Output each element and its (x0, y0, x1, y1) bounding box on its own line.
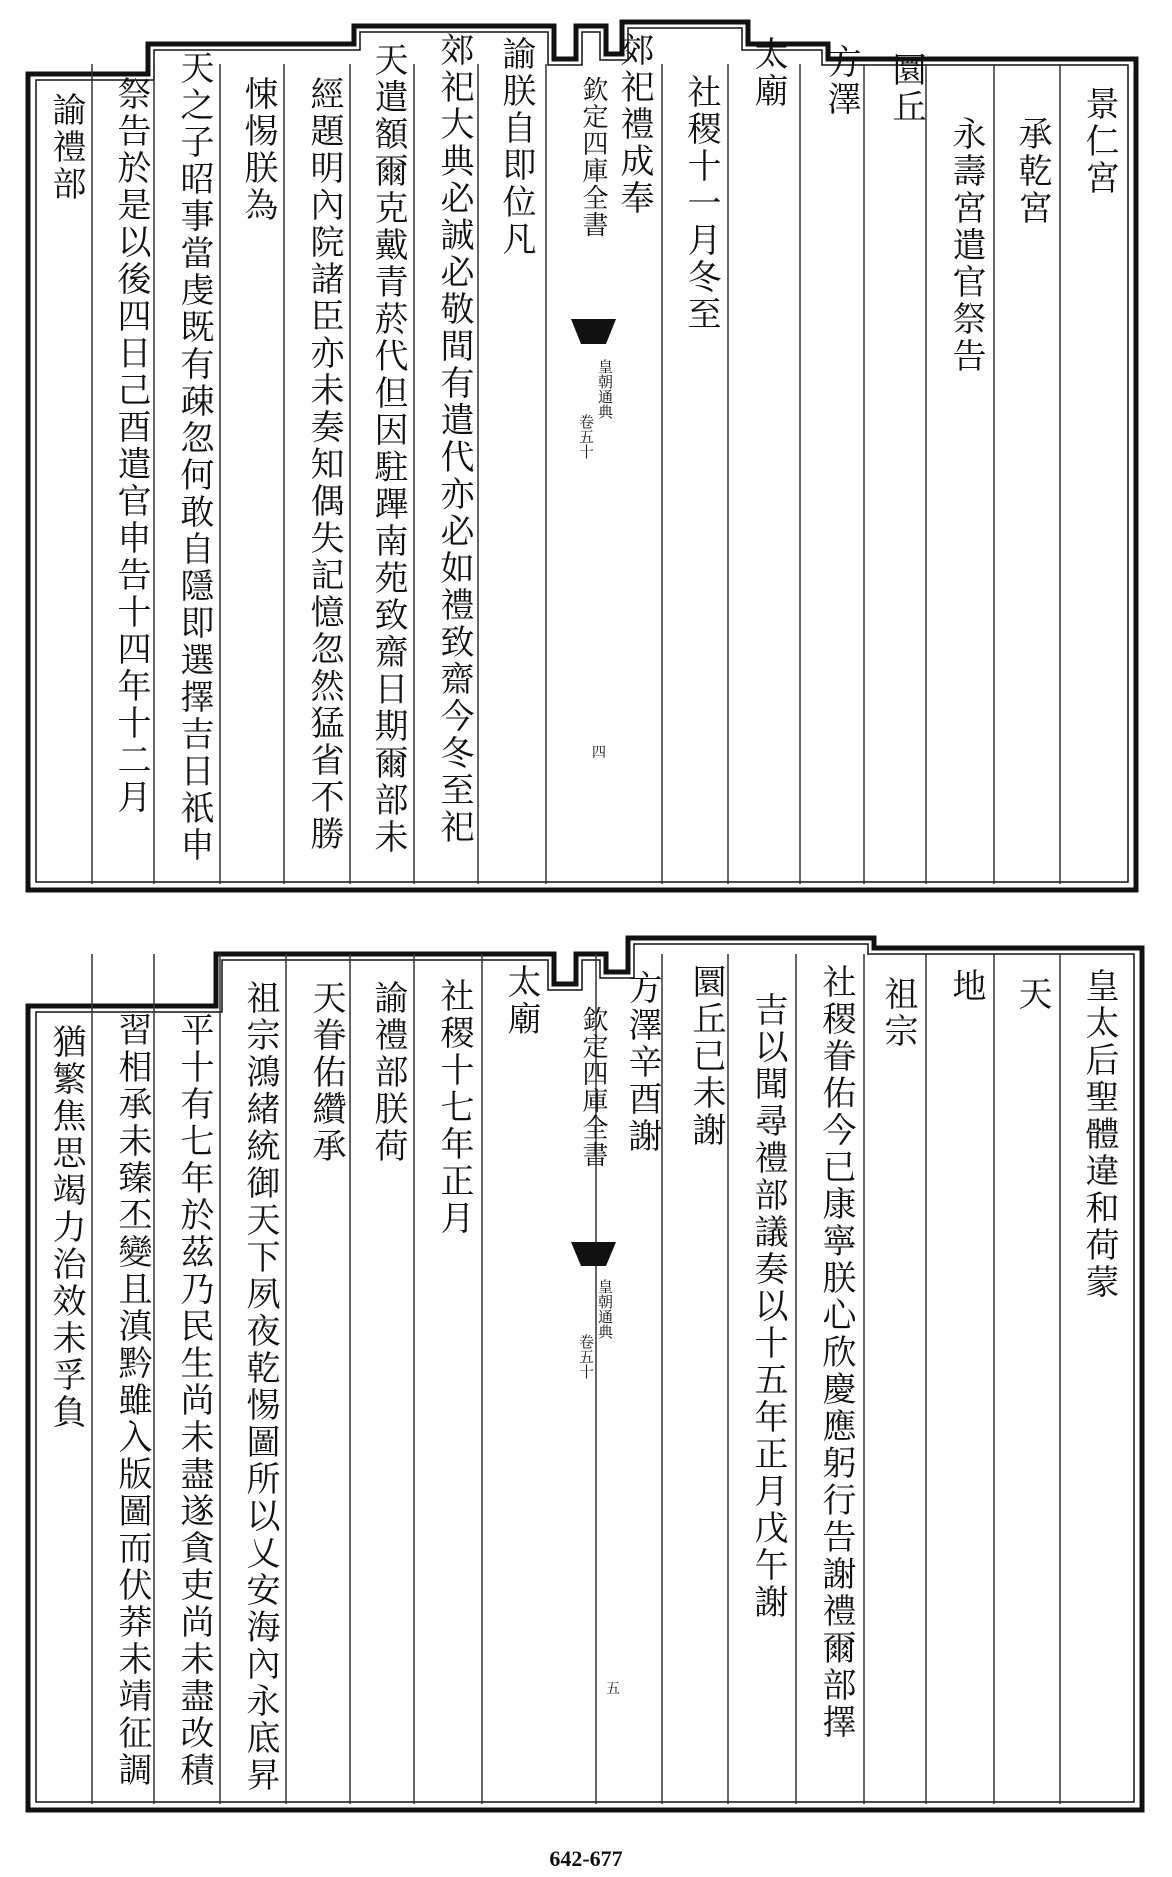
top-text-column: 悚惕朕為 (238, 76, 278, 224)
bottom-text-column: 圜丘已未謝 (686, 964, 726, 1149)
bottom-text-column: 天 (1012, 976, 1052, 1013)
top-text-column: 經題明內院諸臣亦未奏知偶失記憶忽然猛省不勝 (304, 76, 344, 853)
top-text-column: 天之子昭事當虔既有疎忽何敢自隱即選擇吉日祇申 (174, 50, 214, 864)
top-text-column: 祭告於是以後四日己酉遣官申告十四年十二月 (111, 76, 151, 816)
bottom-text-column: 祖宗鴻緒統御天下夙夜乾惕圖所以乂安海內永底昇 (240, 980, 280, 1794)
top-book-title: 欽定四庫全書 (578, 76, 608, 238)
top-text-column: 諭禮部 (46, 92, 86, 203)
bottom-text-column: 社稷眷佑今已康寧朕心欣慶應躬行告謝禮爾部擇 (816, 964, 856, 1741)
bottom-page (16, 924, 1156, 1824)
bottom-book-name: 皇朝通典 (596, 1279, 614, 1339)
bottom-text-column: 方澤辛酉謝 (622, 970, 662, 1155)
bottom-text-column: 習相承未臻丕變且滇黔雖入版圖而伏莽未靖征調 (112, 1012, 152, 1789)
bottom-text-column: 猶繁焦思竭力治效未孚負 (46, 1024, 86, 1431)
bottom-text-column: 祖宗 (878, 976, 918, 1050)
top-text-column: 郊祀大典必誠必敬間有遣代亦必如禮致齋今冬至祀 (434, 32, 474, 846)
bottom-page-number: 五 (606, 1681, 620, 1697)
top-text-column: 天遣額爾克戴青菸代但因駐蹕南苑致齋日期爾部未 (368, 42, 408, 856)
top-text-column: 諭朕自即位凡 (496, 36, 536, 258)
bottom-text-column: 平十有七年於茲乃民生尚未盡遂貪吏尚未盡改積 (174, 1012, 214, 1789)
bottom-text-column: 諭禮部朕荷 (368, 980, 408, 1165)
top-text-column: 永壽宮遣官祭告 (946, 116, 986, 375)
bottom-volume: 卷五十 (577, 1334, 595, 1379)
top-text-column: 承乾宮 (1012, 116, 1052, 227)
bottom-text-column: 天眷佑纘承 (306, 980, 346, 1165)
page-footer-number: 642-677 (549, 1846, 623, 1871)
bottom-text-column: 地 (946, 968, 986, 1005)
top-text-column: 郊祀禮成奉 (614, 32, 654, 217)
top-text-column: 景仁宮 (1079, 86, 1119, 197)
top-page-number: 四 (592, 745, 606, 761)
top-text-column: 圜丘 (886, 52, 926, 126)
top-book-name: 皇朝通典 (596, 359, 614, 419)
bottom-text-column: 太廟 (501, 964, 541, 1038)
top-volume: 卷五十 (577, 414, 595, 459)
top-text-column: 社稷十一月冬至 (681, 74, 721, 333)
bottom-text-column: 皇太后聖體違和荷蒙 (1079, 968, 1119, 1301)
bottom-text-column: 吉以聞尋禮部議奏以十五年正月戊午謝 (748, 992, 788, 1621)
top-text-column: 方澤 (821, 44, 861, 118)
top-page (16, 14, 1156, 904)
bottom-text-column: 社稷十七年正月 (434, 978, 474, 1237)
bottom-book-title: 欽定四庫全書 (578, 1006, 608, 1168)
top-text-column: 太廟 (748, 36, 788, 110)
